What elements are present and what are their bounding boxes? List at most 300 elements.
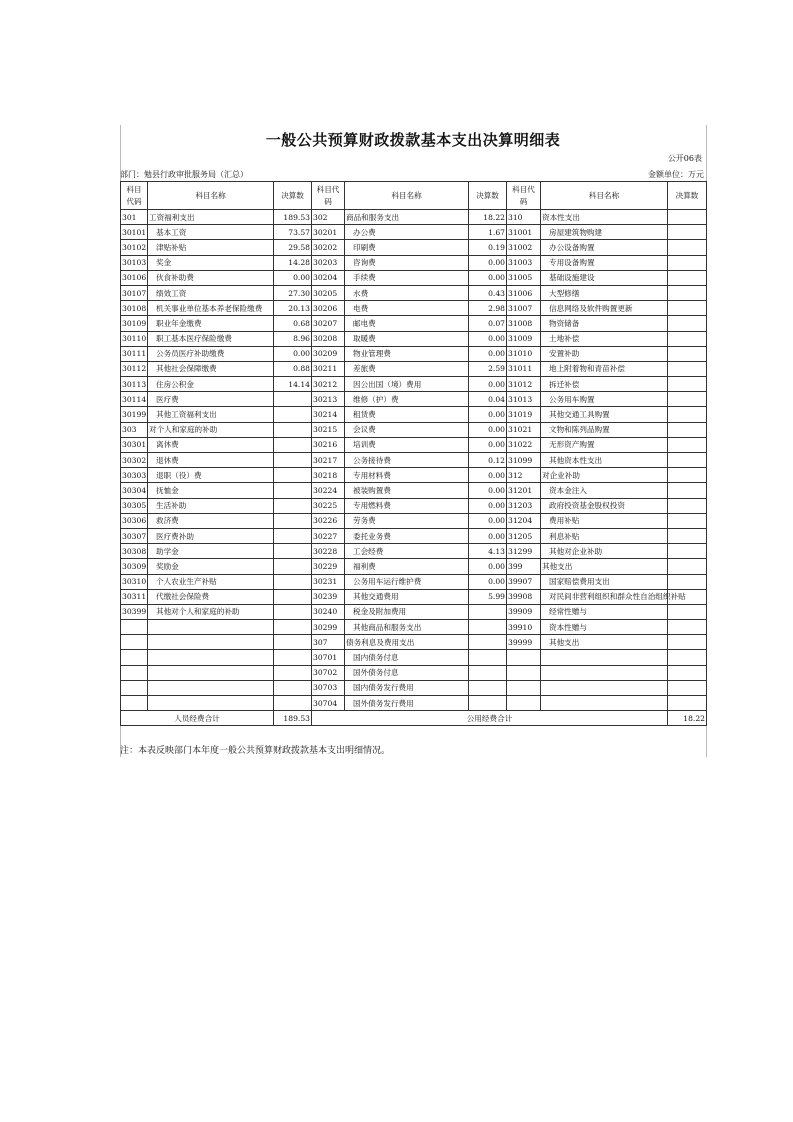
code-cell: 30109 [121, 316, 148, 331]
footnote: 注：本表反映部门本年度一般公共预算财政拨款基本支出明细情况。 [120, 746, 391, 756]
amount-cell [274, 468, 312, 483]
amount-cell [668, 437, 707, 452]
amount-cell [274, 589, 312, 604]
name-cell: 抚恤金 [148, 483, 274, 498]
amount-cell [274, 422, 312, 437]
code-cell: 30106 [121, 270, 148, 285]
code-cell: 30310 [121, 574, 148, 589]
code-cell: 30212 [312, 377, 345, 392]
public-total-value: 18.22 [668, 711, 707, 726]
table-row [121, 407, 707, 422]
table-row [121, 346, 707, 361]
amount-cell [469, 635, 507, 650]
amount-cell [668, 528, 707, 543]
name-cell: 手续费 [345, 270, 469, 285]
name-cell: 税金及附加费用 [345, 604, 469, 619]
code-cell: 307 [312, 635, 345, 650]
code-cell: 31299 [507, 544, 541, 559]
name-cell: 经常性赠与 [541, 604, 668, 619]
amount-cell: 2.98 [469, 301, 507, 316]
table-row [121, 453, 707, 468]
header-amount-1: 决算数 [274, 182, 312, 210]
amount-cell: 0.12 [469, 453, 507, 468]
table-row [121, 255, 707, 270]
name-cell: 培训费 [345, 437, 469, 452]
table-row [121, 498, 707, 513]
code-cell [507, 680, 541, 695]
amount-cell: 0.00 [469, 574, 507, 589]
table-row [121, 574, 707, 589]
name-cell: 维修（护）费 [345, 392, 469, 407]
code-cell: 39907 [507, 574, 541, 589]
code-cell [507, 696, 541, 711]
name-cell: 办公费 [345, 225, 469, 240]
amount-cell [274, 620, 312, 635]
code-cell: 303 [121, 422, 148, 437]
code-cell: 30225 [312, 498, 345, 513]
code-cell: 30206 [312, 301, 345, 316]
amount-cell: 0.88 [274, 361, 312, 376]
table-row [121, 680, 707, 695]
code-cell: 31204 [507, 513, 541, 528]
name-cell: 拆迁补偿 [541, 377, 668, 392]
table-row [121, 513, 707, 528]
table-row [121, 528, 707, 543]
name-cell: 退休费 [148, 453, 274, 468]
amount-cell [274, 635, 312, 650]
name-cell: 文物和陈列品购置 [541, 422, 668, 437]
name-cell: 救济费 [148, 513, 274, 528]
amount-cell [668, 316, 707, 331]
code-cell: 30226 [312, 513, 345, 528]
amount-cell: 0.00 [469, 468, 507, 483]
amount-cell [274, 650, 312, 665]
name-cell [148, 635, 274, 650]
amount-cell [668, 498, 707, 513]
code-cell: 30399 [121, 604, 148, 619]
name-cell: 其他支出 [541, 559, 668, 574]
name-cell [541, 696, 668, 711]
amount-cell: 0.00 [469, 255, 507, 270]
amount-cell [668, 559, 707, 574]
code-cell: 30107 [121, 285, 148, 300]
amount-cell [469, 650, 507, 665]
code-cell: 30228 [312, 544, 345, 559]
name-cell: 取暖费 [345, 331, 469, 346]
table-row [121, 377, 707, 392]
name-cell: 机关事业单位基本养老保险缴费 [148, 301, 274, 316]
table-row [121, 270, 707, 285]
table-row [121, 361, 707, 376]
amount-cell: 0.43 [469, 285, 507, 300]
name-cell: 资本性支出 [541, 210, 668, 225]
name-cell [541, 665, 668, 680]
name-cell: 奖励金 [148, 559, 274, 574]
name-cell: 职工基本医疗保险缴费 [148, 331, 274, 346]
name-cell: 国外债务发行费用 [345, 696, 469, 711]
header-amount-2: 决算数 [469, 182, 507, 210]
code-cell: 30306 [121, 513, 148, 528]
amount-cell [274, 544, 312, 559]
name-cell: 住房公积金 [148, 377, 274, 392]
code-cell [507, 650, 541, 665]
code-cell: 31205 [507, 528, 541, 543]
code-cell: 31201 [507, 483, 541, 498]
department-label: 部门：勉县行政审批服务局（汇总） [120, 170, 248, 179]
amount-cell [668, 270, 707, 285]
code-cell: 30304 [121, 483, 148, 498]
code-cell: 30112 [121, 361, 148, 376]
amount-cell [668, 361, 707, 376]
code-cell [507, 665, 541, 680]
code-cell: 30302 [121, 453, 148, 468]
amount-cell [469, 604, 507, 619]
code-cell [121, 635, 148, 650]
name-cell: 物资储备 [541, 316, 668, 331]
code-cell: 30229 [312, 559, 345, 574]
code-cell: 30307 [121, 528, 148, 543]
name-cell: 国内债务发行费用 [345, 680, 469, 695]
name-cell: 办公设备购置 [541, 240, 668, 255]
name-cell: 职业年金缴费 [148, 316, 274, 331]
amount-cell: 0.00 [469, 422, 507, 437]
amount-cell [668, 392, 707, 407]
name-cell: 无形资产购置 [541, 437, 668, 452]
code-cell: 31005 [507, 270, 541, 285]
amount-cell: 2.59 [469, 361, 507, 376]
code-cell: 31009 [507, 331, 541, 346]
code-cell [121, 696, 148, 711]
header-name-2: 科目名称 [345, 182, 469, 210]
code-cell: 30702 [312, 665, 345, 680]
name-cell: 其他对个人和家庭的补助 [148, 604, 274, 619]
name-cell: 专用燃料费 [345, 498, 469, 513]
name-cell: 大型修缮 [541, 285, 668, 300]
amount-cell: 1.67 [469, 225, 507, 240]
table-row [121, 559, 707, 574]
name-cell: 其他对企业补助 [541, 544, 668, 559]
name-cell [148, 696, 274, 711]
name-cell: 邮电费 [345, 316, 469, 331]
amount-cell [668, 255, 707, 270]
code-cell: 30701 [312, 650, 345, 665]
code-cell: 31022 [507, 437, 541, 452]
name-cell: 信息网络及软件购置更新 [541, 301, 668, 316]
amount-cell [668, 544, 707, 559]
name-cell: 专用材料费 [345, 468, 469, 483]
code-cell: 30111 [121, 346, 148, 361]
code-cell: 30108 [121, 301, 148, 316]
name-cell: 国外债务付息 [345, 665, 469, 680]
code-cell: 30217 [312, 453, 345, 468]
name-cell: 费用补贴 [541, 513, 668, 528]
name-cell: 商品和服务支出 [345, 210, 469, 225]
amount-cell: 0.19 [469, 240, 507, 255]
name-cell: 公务用车运行维护费 [345, 574, 469, 589]
code-cell: 31007 [507, 301, 541, 316]
code-cell: 30309 [121, 559, 148, 574]
name-cell: 劳务费 [345, 513, 469, 528]
code-cell: 30209 [312, 346, 345, 361]
name-cell: 国家赔偿费用支出 [541, 574, 668, 589]
code-cell: 39909 [507, 604, 541, 619]
code-cell: 30703 [312, 680, 345, 695]
amount-cell: 0.00 [469, 528, 507, 543]
name-cell: 生活补助 [148, 498, 274, 513]
table-row [121, 210, 707, 225]
table-row [121, 635, 707, 650]
code-cell [121, 650, 148, 665]
amount-cell [668, 225, 707, 240]
amount-cell: 0.00 [469, 498, 507, 513]
code-cell: 31203 [507, 498, 541, 513]
amount-cell: 0.68 [274, 316, 312, 331]
amount-cell [668, 696, 707, 711]
code-cell: 31002 [507, 240, 541, 255]
code-cell: 30213 [312, 392, 345, 407]
code-cell: 30214 [312, 407, 345, 422]
amount-cell [668, 240, 707, 255]
amount-cell [668, 422, 707, 437]
amount-cell: 8.96 [274, 331, 312, 346]
amount-cell: 0.04 [469, 392, 507, 407]
table-body [121, 210, 707, 711]
code-cell: 30299 [312, 620, 345, 635]
code-cell: 31006 [507, 285, 541, 300]
amount-cell [668, 574, 707, 589]
amount-cell: 0.00 [469, 513, 507, 528]
name-cell: 物业管理费 [345, 346, 469, 361]
header-amount-3: 决算数 [668, 182, 707, 210]
amount-cell [274, 680, 312, 695]
code-cell: 301 [121, 210, 148, 225]
code-cell: 399 [507, 559, 541, 574]
code-cell: 310 [507, 210, 541, 225]
code-cell: 30103 [121, 255, 148, 270]
amount-cell: 0.00 [469, 331, 507, 346]
report-title: 一般公共预算财政拨款基本支出决算明细表 [265, 131, 561, 149]
name-cell: 其他商品和服务支出 [345, 620, 469, 635]
table-row [121, 301, 707, 316]
amount-cell [668, 346, 707, 361]
code-cell: 30305 [121, 498, 148, 513]
code-cell: 30303 [121, 468, 148, 483]
expenditure-table [120, 181, 707, 726]
code-cell: 30311 [121, 589, 148, 604]
personnel-total-label: 人员经费合计 [121, 711, 274, 726]
amount-cell [668, 665, 707, 680]
amount-cell: 0.00 [469, 437, 507, 452]
amount-cell [274, 559, 312, 574]
name-cell: 差旅费 [345, 361, 469, 376]
code-cell: 30704 [312, 696, 345, 711]
name-cell: 被装购置费 [345, 483, 469, 498]
amount-cell [668, 331, 707, 346]
name-cell: 公务员医疗补助缴费 [148, 346, 274, 361]
name-cell: 地上附着物和青苗补偿 [541, 361, 668, 376]
amount-cell: 20.13 [274, 301, 312, 316]
header-code-3: 科目代 码 [507, 182, 541, 210]
amount-cell [274, 437, 312, 452]
name-cell: 医疗费补助 [148, 528, 274, 543]
amount-cell [274, 528, 312, 543]
amount-cell: 0.00 [469, 377, 507, 392]
code-cell: 30211 [312, 361, 345, 376]
name-cell [541, 680, 668, 695]
code-cell: 302 [312, 210, 345, 225]
code-cell: 39999 [507, 635, 541, 650]
name-cell: 对民间非营利组织和群众性自治组织补贴 [541, 589, 668, 604]
name-cell [148, 680, 274, 695]
code-cell: 30216 [312, 437, 345, 452]
name-cell: 退职（役）费 [148, 468, 274, 483]
table-row [121, 437, 707, 452]
code-cell: 30208 [312, 331, 345, 346]
code-cell: 31008 [507, 316, 541, 331]
code-cell: 30201 [312, 225, 345, 240]
code-cell: 39910 [507, 620, 541, 635]
name-cell: 奖金 [148, 255, 274, 270]
code-cell: 30218 [312, 468, 345, 483]
amount-cell: 0.00 [469, 270, 507, 285]
header-name-3: 科目名称 [541, 182, 668, 210]
public-total-label: 公用经费合计 [312, 711, 668, 726]
name-cell: 国内债务付息 [345, 650, 469, 665]
name-cell [148, 620, 274, 635]
amount-cell [274, 604, 312, 619]
name-cell: 房屋建筑物购建 [541, 225, 668, 240]
amount-cell: 73.57 [274, 225, 312, 240]
amount-cell [274, 392, 312, 407]
name-cell: 债务利息及费用支出 [345, 635, 469, 650]
code-cell: 30239 [312, 589, 345, 604]
code-cell: 30301 [121, 437, 148, 452]
code-cell: 312 [507, 468, 541, 483]
code-cell: 30101 [121, 225, 148, 240]
name-cell: 医疗费 [148, 392, 274, 407]
amount-cell [668, 680, 707, 695]
amount-cell: 0.00 [469, 407, 507, 422]
table-row [121, 285, 707, 300]
name-cell: 委托业务费 [345, 528, 469, 543]
amount-cell [274, 696, 312, 711]
code-cell: 30110 [121, 331, 148, 346]
amount-cell [274, 574, 312, 589]
name-cell: 其他交通工具购置 [541, 407, 668, 422]
header-name-1: 科目名称 [148, 182, 274, 210]
amount-cell [668, 635, 707, 650]
table-header-row [121, 182, 707, 210]
name-cell: 基础设施建设 [541, 270, 668, 285]
code-cell: 31021 [507, 422, 541, 437]
amount-cell: 4.13 [469, 544, 507, 559]
amount-cell: 0.00 [274, 270, 312, 285]
amount-cell [469, 620, 507, 635]
table-row [121, 665, 707, 680]
name-cell: 电费 [345, 301, 469, 316]
form-number: 公开06表 [667, 154, 702, 163]
name-cell: 津贴补贴 [148, 240, 274, 255]
amount-cell: 5.99 [469, 589, 507, 604]
amount-cell: 0.07 [469, 316, 507, 331]
code-cell: 30224 [312, 483, 345, 498]
name-cell: 基本工资 [148, 225, 274, 240]
code-cell [121, 620, 148, 635]
amount-cell [668, 650, 707, 665]
name-cell: 工会经费 [345, 544, 469, 559]
amount-cell [668, 604, 707, 619]
amount-cell: 14.14 [274, 377, 312, 392]
amount-cell: 29.58 [274, 240, 312, 255]
code-cell: 31001 [507, 225, 541, 240]
name-cell: 其他支出 [541, 635, 668, 650]
name-cell: 土地补偿 [541, 331, 668, 346]
name-cell: 公务用车购置 [541, 392, 668, 407]
amount-cell [274, 665, 312, 680]
table-row [121, 468, 707, 483]
code-cell: 30203 [312, 255, 345, 270]
name-cell [541, 650, 668, 665]
code-cell: 30202 [312, 240, 345, 255]
table-row [121, 544, 707, 559]
code-cell: 31011 [507, 361, 541, 376]
code-cell: 31010 [507, 346, 541, 361]
code-cell: 30102 [121, 240, 148, 255]
amount-cell: 0.00 [469, 559, 507, 574]
amount-cell: 189.53 [274, 210, 312, 225]
amount-cell: 27.30 [274, 285, 312, 300]
code-cell: 31003 [507, 255, 541, 270]
personnel-total-value: 189.53 [274, 711, 312, 726]
name-cell: 其他交通费用 [345, 589, 469, 604]
name-cell: 安置补助 [541, 346, 668, 361]
code-cell: 30308 [121, 544, 148, 559]
name-cell: 代缴社会保险费 [148, 589, 274, 604]
code-cell: 30207 [312, 316, 345, 331]
table-row [121, 589, 707, 604]
code-cell: 31019 [507, 407, 541, 422]
unit-label: 金额单位：万元 [648, 170, 704, 179]
table-row [121, 316, 707, 331]
code-cell: 30114 [121, 392, 148, 407]
amount-cell [668, 513, 707, 528]
table-row [121, 650, 707, 665]
table-row [121, 422, 707, 437]
amount-cell [274, 498, 312, 513]
code-cell: 30227 [312, 528, 345, 543]
code-cell: 31099 [507, 453, 541, 468]
header-code-2: 科目代 码 [312, 182, 345, 210]
code-cell [121, 680, 148, 695]
name-cell [148, 665, 274, 680]
code-cell: 30199 [121, 407, 148, 422]
amount-cell: 14.28 [274, 255, 312, 270]
amount-cell [668, 407, 707, 422]
name-cell: 专用设备购置 [541, 255, 668, 270]
name-cell: 租赁费 [345, 407, 469, 422]
name-cell: 印刷费 [345, 240, 469, 255]
code-cell: 31012 [507, 377, 541, 392]
name-cell: 利息补贴 [541, 528, 668, 543]
name-cell: 其他工资福利支出 [148, 407, 274, 422]
name-cell: 对个人和家庭的补助 [148, 422, 274, 437]
amount-cell [274, 407, 312, 422]
amount-cell: 18.22 [469, 210, 507, 225]
code-cell: 30205 [312, 285, 345, 300]
table-row [121, 696, 707, 711]
name-cell: 公务接待费 [345, 453, 469, 468]
table-row [121, 483, 707, 498]
